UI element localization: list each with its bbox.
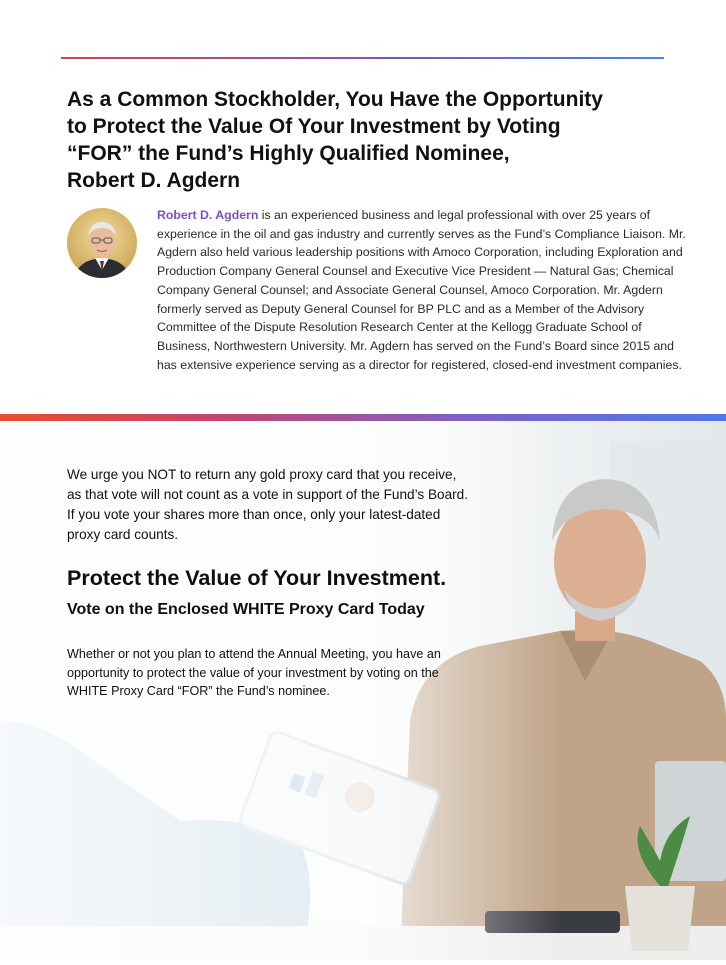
- gold-card-warning: We urge you NOT to return any gold proxy card that you receive, as that vote will not count as a vote in support of the Fund’s Board. If you vote your shares more than once, only your latest-dated proxy card counts.: [67, 467, 469, 542]
- gradient-band: [0, 414, 726, 421]
- nominee-bio-text: is an experienced business and legal professional with over 25 years of experience in the oil and gas industry and currently serves as the Fund’s Compliance Liaison. Mr. Agdern also held various leadership positions with Amoco Corporation, including Exploration and Production Company General Counsel and Executive Vice President — Natural Gas; Chemical Company General Counsel; and Associate General Counsel, Amoco Corporation. Mr. Agdern formerly served as Deputy General Counsel for BP PLC and as a Member of the Advisory Committee of the Dispute Resolution Research Center at the Kellogg Graduate School of Business, Northwestern University. Mr. Agdern has served on the Fund’s Board since 2015 and has extensive experience serving as a director for registered, closed-end investment companies.: [157, 208, 686, 372]
- nominee-bio: [157, 206, 687, 374]
- nominee-portrait: [67, 208, 137, 278]
- voting-instructions: Whether or not you plan to attend the Annual Meeting, you have an opportunity to protect the value of your investment by voting on the WHITE Proxy Card “FOR” the Fund’s nominee.: [67, 647, 441, 699]
- nominee-name: Robert D. Agdern: [157, 208, 259, 222]
- protect-title: Protect the Value of Your Investment.: [67, 566, 447, 590]
- headline: As a Common Stockholder, You Have the Opportunity to Protect the Value Of Your Investment by Voting “FOR” the Fund’s Highly Qualified Nominee, Robert D. Agdern: [67, 88, 603, 192]
- top-divider: [61, 57, 664, 59]
- protect-subtitle: Vote on the Enclosed WHITE Proxy Card Today: [67, 601, 425, 618]
